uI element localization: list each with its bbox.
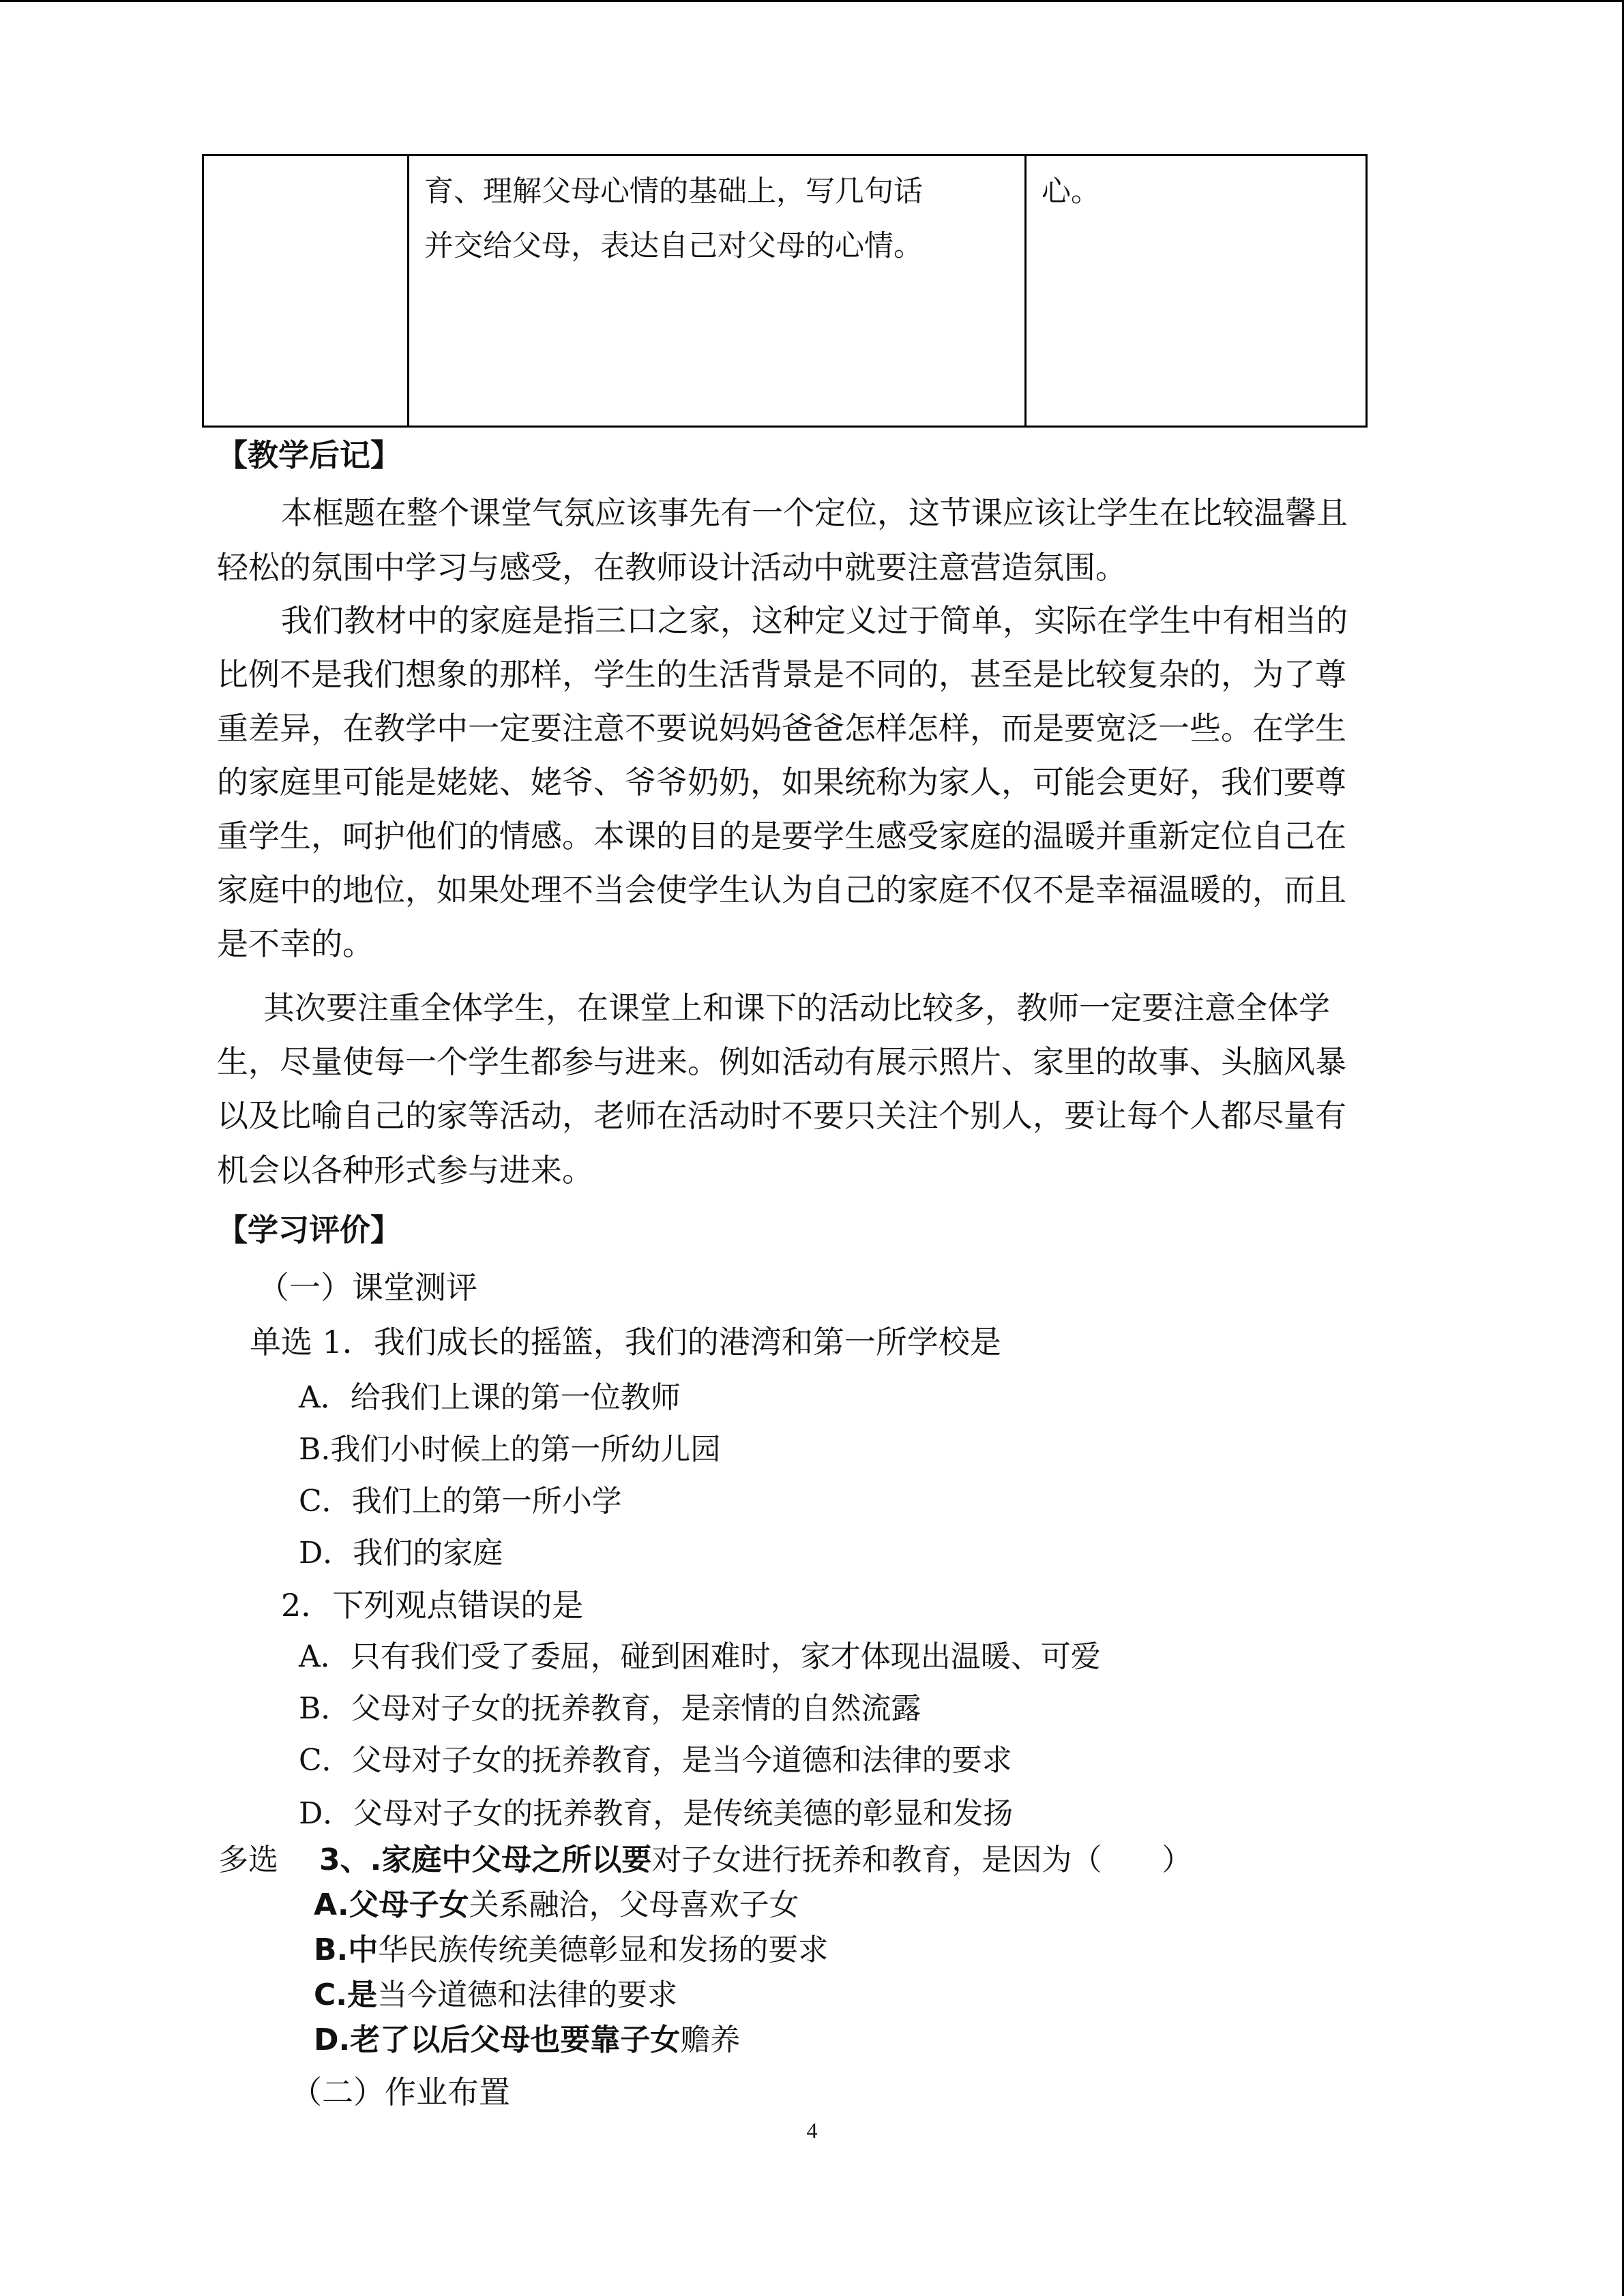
section-title: （二）作业布置 [291,2074,510,2111]
lesson-table [202,154,1368,428]
option-text: 关系融洽，父母喜欢子女 [469,1888,799,1922]
question-3-number: 3、 [319,1843,370,1877]
activity-text: 育、理解父母心情的基础上，写几句话 并交给父母，表达自己对父母的心情。 [424,175,923,263]
question-3-type: 多选 [218,1843,278,1877]
postscript-heading: 【教学后记】 [217,437,402,473]
intent-text: 心。 [1042,175,1100,209]
question-2-option: C．父母对子女的抚养教育，是当今道德和法律的要求 [299,1743,1012,1778]
option-text: 赡养 [680,2023,741,2057]
option-bold: B.中 [314,1933,379,1967]
postscript-line: 比例不是我们想象的那样，学生的生活背景是不同的，甚至是比较复杂的，为了尊 [217,656,1346,693]
postscript-line: 其次要注重全体学生，在课堂上和课下的活动比较多，教师一定要注意全体学 [263,989,1330,1026]
postscript-line: 本框题在整个课堂气氛应该事先有一个定位，这节课应该让学生在比较温馨且 [281,494,1348,531]
postscript-line: 家庭中的地位，如果处理不当会使学生认为自己的家庭不仅不是幸福温暖的，而且 [217,871,1346,908]
option-bold: C.是 [314,1978,378,2012]
option-bold: A.父母子女 [314,1888,469,1922]
postscript-line: 重差异，在教学中一定要注意不要说妈妈爸爸怎样怎样，而是要宽泛一些。在学生 [217,710,1346,747]
postscript-line: 轻松的氛围中学习与感受，在教师设计活动中就要注意营造氛围。 [217,549,1127,586]
question-1-option: A．给我们上课的第一位教师 [299,1380,681,1415]
postscript-line: 的家庭里可能是姥姥、姥爷、爷爷奶奶，如果统称为家人，可能会更好，我们要尊 [217,764,1346,801]
postscript-line: 生，尽量使每一个学生都参与进来。例如活动有展示照片、家里的故事、头脑风暴 [217,1043,1346,1080]
question-3-option [314,2020,740,2061]
option-bold: D.老了以后父母也要靠子女 [314,2023,681,2057]
question-1-option: C．我们上的第一所小学 [299,1484,622,1519]
table-cell-activity [409,155,1026,427]
question-1: 单选 1．我们成长的摇篮，我们的港湾和第一所学校是 [250,1324,1001,1360]
question-3-option [314,1885,799,1926]
question-2-option: A．只有我们受了委屈，碰到困难时，家才体现出温暖、可爱 [299,1639,1101,1674]
table-cell-empty [203,155,409,427]
question-1-option: D．我们的家庭 [299,1536,503,1570]
question-3-stem-bold: .家庭中父母之所以要 [370,1843,652,1877]
question-2-option: D．父母对子女的抚养教育，是传统美德的彰显和发扬 [299,1796,1014,1831]
question-2-option: B．父母对子女的抚养教育，是亲情的自然流露 [299,1691,921,1726]
evaluation-heading: 【学习评价】 [217,1212,402,1248]
postscript-line: 我们教材中的家庭是指三口之家，这种定义过于简单，实际在学生中有相当的 [281,602,1348,639]
page-border-top [0,0,1624,2]
question-3-option [314,1975,677,2016]
postscript-line: 重学生，呵护他们的情感。本课的目的是要学生感受家庭的温暖并重新定位自己在 [217,818,1346,854]
question-3 [218,1840,1192,1881]
question-3-stem: 对子女进行抚养和教育，是因为（ ） [651,1843,1192,1877]
postscript-line: 是不幸的。 [217,925,374,962]
question-1-option: B.我们小时候上的第一所幼儿园 [299,1432,721,1467]
postscript-line: 以及比喻自己的家等活动，老师在活动时不要只关注个别人，要让每个人都尽量有 [217,1097,1346,1134]
postscript-line: 机会以各种形式参与进来。 [217,1152,593,1189]
option-text: 当今道德和法律的要求 [377,1978,678,2012]
question-3-option [314,1930,828,1971]
table-cell-intent [1026,155,1367,427]
table-row [203,155,1367,427]
question-2: 2．下列观点错误的是 [281,1587,584,1624]
page-number: 4 [806,2118,818,2143]
option-text: 华民族传统美德彰显和发扬的要求 [378,1933,829,1967]
section-title: （一）课堂测评 [258,1269,477,1306]
